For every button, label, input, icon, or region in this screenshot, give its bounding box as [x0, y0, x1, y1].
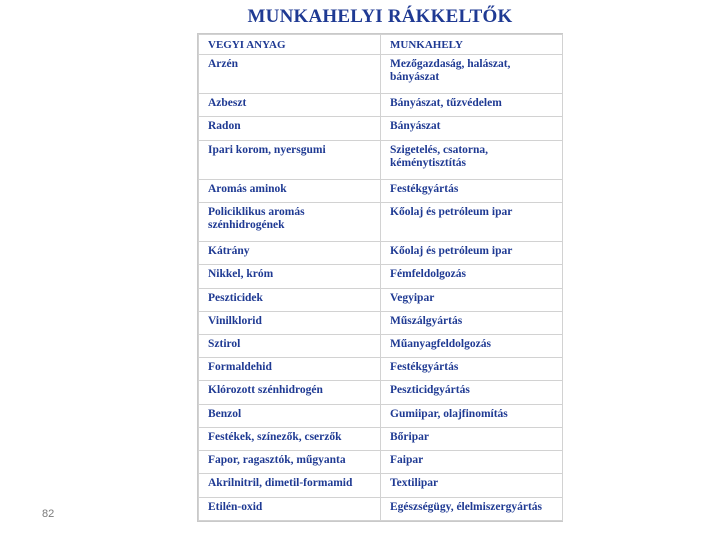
table-row: [199, 117, 563, 140]
page-number: 82: [42, 508, 55, 520]
workplace-cell: Bőripar: [381, 427, 563, 450]
header-workplace: MUNKAHELY: [381, 35, 563, 55]
table-row: [199, 404, 563, 427]
chemical-cell: Kátrány: [199, 242, 381, 265]
carcinogen-table-frame: [197, 33, 563, 522]
table-row: [199, 288, 563, 311]
table-row: [199, 55, 563, 94]
table-row: [199, 265, 563, 288]
workplace-cell: Bányászat, tűzvédelem: [381, 94, 563, 117]
table-row: [199, 358, 563, 381]
workplace-cell: Fémfeldolgozás: [381, 265, 563, 288]
chemical-cell: Policiklikus aromás szénhidrogének: [199, 202, 381, 241]
workplace-cell: Festékgyártás: [381, 179, 563, 202]
table-row: [199, 474, 563, 497]
workplace-cell: Bányászat: [381, 117, 563, 140]
table-row: [199, 381, 563, 404]
chemical-cell: Etilén-oxid: [199, 497, 381, 520]
workplace-cell: Szigetelés, csatorna, kéménytisztítás: [381, 140, 563, 179]
table-row: [199, 94, 563, 117]
chemical-cell: Festékek, színezők, cserzők: [199, 427, 381, 450]
workplace-cell: Textilipar: [381, 474, 563, 497]
workplace-cell: Gumiipar, olajfinomítás: [381, 404, 563, 427]
table-row: [199, 451, 563, 474]
slide-title: MUNKAHELYI RÁKKELTŐK: [247, 6, 513, 27]
workplace-cell: Vegyipar: [381, 288, 563, 311]
table-row: [199, 497, 563, 520]
chemical-cell: Fapor, ragasztók, műgyanta: [199, 451, 381, 474]
table-row: [199, 427, 563, 450]
workplace-cell: Műszálgyártás: [381, 311, 563, 334]
table-row: [199, 242, 563, 265]
workplace-cell: Peszticidgyártás: [381, 381, 563, 404]
table-header-row: [199, 35, 563, 55]
chemical-cell: Nikkel, króm: [199, 265, 381, 288]
carcinogen-table: [198, 34, 563, 521]
workplace-cell: Kőolaj és petróleum ipar: [381, 202, 563, 241]
chemical-cell: Akrilnitril, dimetil-formamid: [199, 474, 381, 497]
chemical-cell: Ipari korom, nyersgumi: [199, 140, 381, 179]
chemical-cell: Aromás aminok: [199, 179, 381, 202]
chemical-cell: Peszticidek: [199, 288, 381, 311]
table-row: [199, 179, 563, 202]
workplace-cell: Műanyagfeldolgozás: [381, 335, 563, 358]
chemical-cell: Sztirol: [199, 335, 381, 358]
workplace-cell: Faipar: [381, 451, 563, 474]
table-row: [199, 335, 563, 358]
chemical-cell: Radon: [199, 117, 381, 140]
table-row: [199, 311, 563, 334]
chemical-cell: Azbeszt: [199, 94, 381, 117]
workplace-cell: Festékgyártás: [381, 358, 563, 381]
workplace-cell: Egészségügy, élelmiszergyártás: [381, 497, 563, 520]
table-row: [199, 140, 563, 179]
chemical-cell: Vinilklorid: [199, 311, 381, 334]
header-chemical: VEGYI ANYAG: [199, 35, 381, 55]
workplace-cell: Kőolaj és petróleum ipar: [381, 242, 563, 265]
chemical-cell: Arzén: [199, 55, 381, 94]
chemical-cell: Klórozott szénhidrogén: [199, 381, 381, 404]
chemical-cell: Benzol: [199, 404, 381, 427]
workplace-cell: Mezőgazdaság, halászat, bányászat: [381, 55, 563, 94]
chemical-cell: Formaldehid: [199, 358, 381, 381]
table-row: [199, 202, 563, 241]
